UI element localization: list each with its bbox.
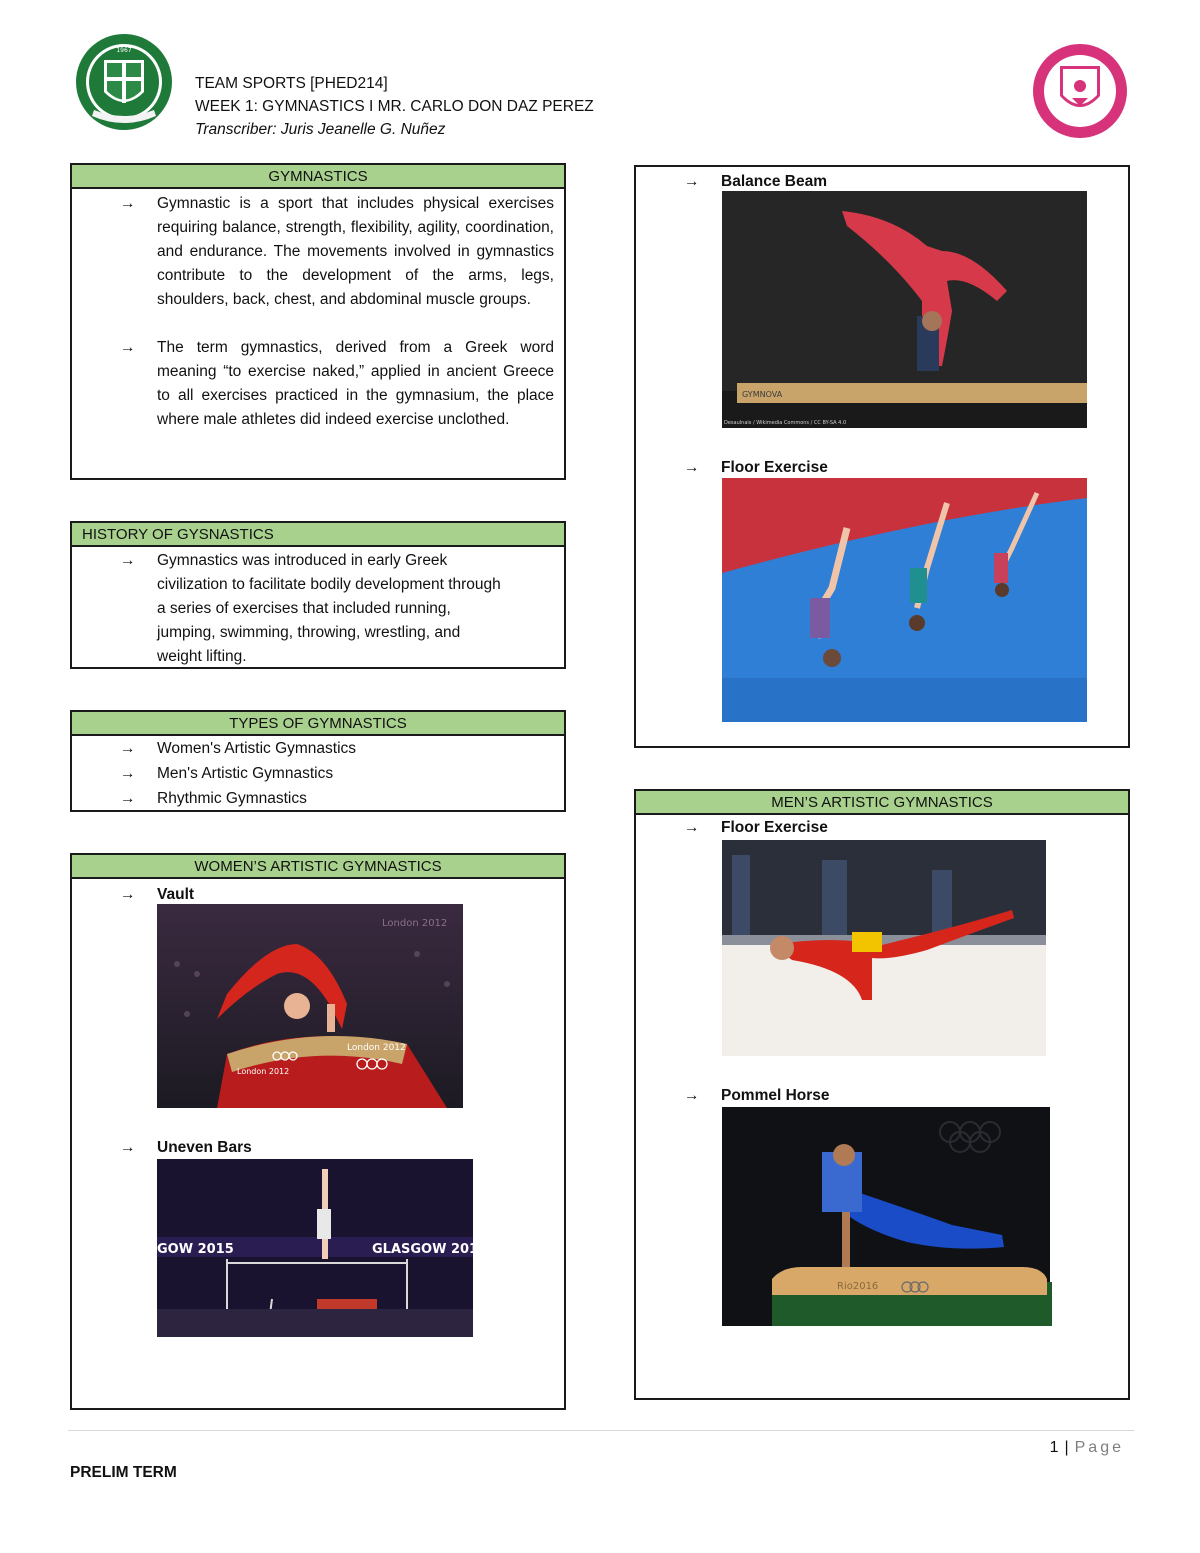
pommel-horse-photo	[722, 1107, 1050, 1326]
pommel-horse-label: Pommel Horse	[721, 1087, 830, 1104]
gymnastics-heading: GYMNASTICS	[72, 165, 564, 189]
vault-photo-text: London 2012	[237, 1067, 290, 1076]
vault-photo	[157, 904, 463, 1108]
arrow-bullet-icon: →	[684, 459, 700, 476]
gymnastics-section	[70, 163, 566, 480]
term-label: PRELIM TERM	[70, 1464, 177, 1481]
arrow-bullet-icon: →	[120, 886, 136, 903]
types-item-text: Rhythmic Gymnastics	[157, 790, 307, 807]
mens-floor-exercise-label-row	[636, 816, 1128, 840]
arrow-bullet-icon: →	[120, 1139, 136, 1156]
balance-beam-photo-text: GYMNOVA	[742, 390, 783, 399]
types-item-text: Women's Artistic Gymnastics	[157, 740, 357, 757]
womens-floor-exercise-label: Floor Exercise	[721, 459, 828, 476]
uneven-bars-photo-text: GLASGOW 2015	[372, 1242, 488, 1257]
page-separator: |	[1064, 1439, 1069, 1456]
arrow-bullet-icon: →	[120, 765, 136, 782]
uneven-bars-photo	[157, 1159, 488, 1337]
arrow-bullet-icon: →	[684, 173, 700, 190]
floor-exercise-label-row	[636, 456, 1128, 480]
uneven-bars-label: Uneven Bars	[157, 1139, 252, 1156]
arrow-bullet-icon: →	[684, 819, 700, 836]
gymnastics-etymology	[72, 336, 564, 432]
week-title: WEEK 1: GYMNASTICS I MR. CARLO DON DAZ PEREZ	[195, 98, 594, 115]
course-title: TEAM SPORTS [PHED214]	[195, 75, 388, 92]
history-section	[70, 521, 566, 669]
page-word: Page	[1074, 1439, 1124, 1456]
types-item-text: Men's Artistic Gymnastics	[157, 765, 334, 782]
transcriber-line: Transcriber: Juris Jeanelle G. Nuñez	[195, 121, 446, 138]
mens-artistic-heading: MEN’S ARTISTIC GYMNASTICS	[636, 791, 1128, 815]
womens-floor-exercise-photo	[722, 478, 1087, 722]
types-item	[72, 762, 564, 786]
types-section	[70, 710, 566, 812]
university-logo-left	[74, 30, 174, 138]
womens-artistic-heading: WOMEN’S ARTISTIC GYMNASTICS	[72, 855, 564, 879]
arrow-bullet-icon: →	[684, 1087, 700, 1104]
arrow-bullet-icon: →	[120, 339, 136, 356]
page-number-footer	[1050, 1436, 1124, 1460]
types-item	[72, 737, 564, 761]
history-item-text: Gymnastics was introduced in early Greek civilization to facilitate bodily development through a series of exercises that included running, jumping, swimming, throwing, wrestling, and weight lifting.	[157, 552, 501, 665]
arrow-bullet-icon: →	[120, 740, 136, 757]
balance-beam-label: Balance Beam	[721, 173, 827, 190]
page-number: 1	[1049, 1439, 1059, 1456]
balance-beam-credit: Desaulnais / Wikimedia Commons / CC BY-SA 4.0	[724, 420, 847, 426]
logo-left-year: 1967	[116, 47, 132, 54]
uneven-bars-label-row	[72, 1136, 564, 1160]
history-heading: HISTORY OF GYSNASTICS	[72, 523, 564, 547]
types-item	[72, 787, 564, 811]
arrow-bullet-icon: →	[120, 552, 136, 569]
history-item	[72, 549, 564, 669]
gymnastics-definition	[72, 192, 564, 312]
mens-floor-exercise-label: Floor Exercise	[721, 819, 828, 836]
balance-beam-photo	[722, 191, 1087, 428]
mens-floor-exercise-photo	[722, 840, 1046, 1056]
arrow-bullet-icon: →	[120, 790, 136, 807]
gymnastics-etymology-text: The term gymnastics, derived from a Greek word meaning “to exercise naked,” applied in ancient Greece to all exercises practiced in the gymnasium, the place where male athletes did indeed exercise unclothed.	[157, 339, 554, 428]
pommel-horse-photo-text: Rio2016	[837, 1281, 879, 1292]
university-seal-right	[1028, 42, 1132, 140]
gymnastics-definition-text: Gymnastic is a sport that includes physical exercises requiring balance, strength, flexibility, agility, coordination, and endurance. The movements involved in gymnastics contribute to the development of the arms, legs, shoulders, back, chest, and abdominal muscle groups.	[157, 195, 554, 308]
types-heading: TYPES OF GYMNASTICS	[72, 712, 564, 736]
vault-photo-text: London 2012	[382, 918, 448, 929]
pommel-horse-label-row	[636, 1084, 1128, 1108]
vault-label: Vault	[157, 886, 195, 903]
uneven-bars-photo-text: GOW 2015	[157, 1242, 234, 1257]
footer-divider	[68, 1430, 1134, 1431]
vault-photo-text: London 2012	[347, 1043, 406, 1053]
arrow-bullet-icon: →	[120, 195, 136, 212]
